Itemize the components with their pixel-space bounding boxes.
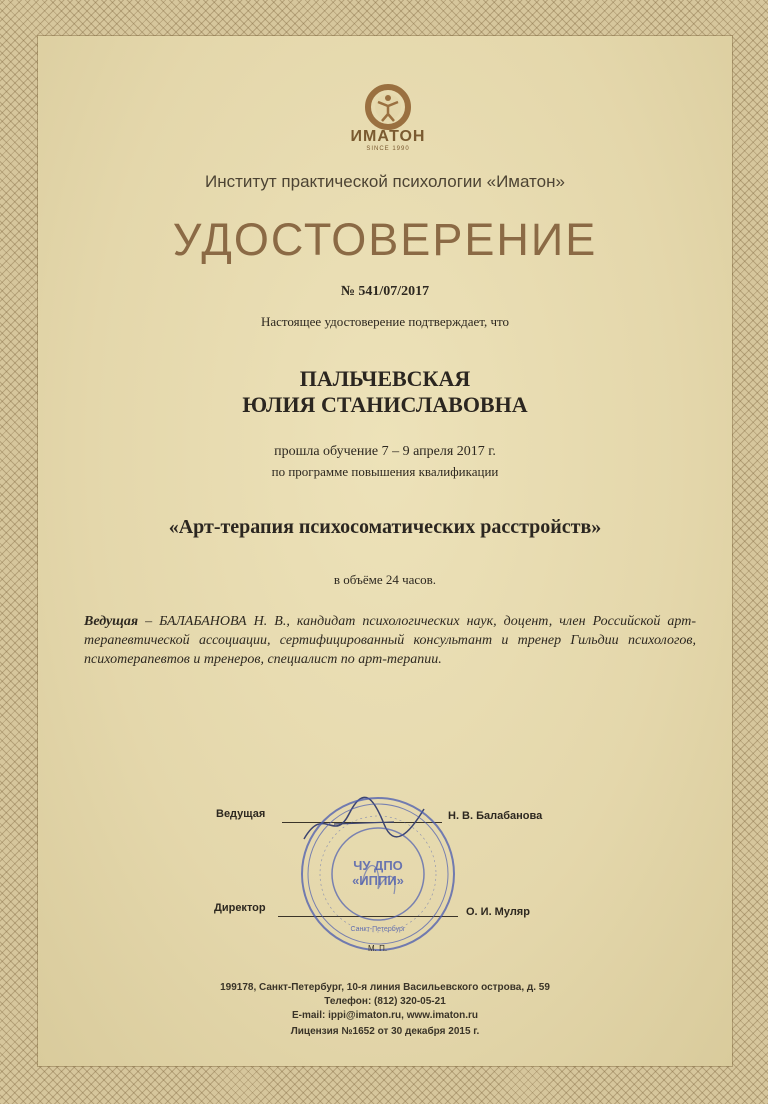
imaton-logo-icon	[365, 84, 411, 130]
lead-description	[84, 612, 696, 669]
lead-signature-name: Н. В. Балабанова	[448, 810, 543, 822]
lead-signature-label: Ведущая	[216, 808, 266, 820]
stamp-center-line2: «ИППИ»	[352, 873, 404, 888]
logo-since: SINCE 1990	[366, 146, 410, 152]
certificate-page	[38, 36, 732, 1066]
imaton-logo	[348, 84, 428, 184]
course-hours: в объёме 24 часов.	[333, 572, 437, 587]
document-title: УДОСТОВЕРЕНИЕ	[172, 214, 598, 265]
recipient-given-names: ЮЛИЯ СТАНИСЛАВОВНА	[242, 392, 528, 417]
certificate-number: № 541/07/2017	[340, 284, 430, 299]
institute-name: Институт практической психологии «Иматон»	[205, 172, 565, 191]
stamp-center-line1: ЧУ ДПО	[353, 858, 403, 873]
recipient-surname: ПАЛЬЧЕВСКАЯ	[299, 366, 471, 391]
footer-email: E-mail: ippi@imaton.ru, www.imaton.ru	[291, 1010, 479, 1021]
training-program: по программе повышения квалификации	[271, 464, 499, 479]
director-signature-name: О. И. Муляр	[466, 906, 530, 918]
lead-label: Ведущая	[84, 614, 139, 629]
lead-text: – БАЛАБАНОВА Н. В., кандидат психологических наук, доцент, член Российской арт-терапевтической ассоциации, сертифицированный консультант и тренер Гильдии психологов, психотерапевтов и тренеров, специалист по арт-терапии.	[84, 614, 696, 667]
confirm-text: Настоящее удостоверение подтверждает, что	[260, 314, 509, 329]
footer-address: 199178, Санкт-Петербург, 10-я линия Васильевского острова, д. 59	[220, 982, 550, 993]
director-signature-label: Директор	[214, 902, 266, 914]
stamp-mark: М. П.	[368, 944, 388, 953]
official-stamp	[298, 794, 458, 954]
training-dates: прошла обучение 7 – 9 апреля 2017 г.	[274, 444, 496, 459]
stamp-city: Санкт-Петербург	[350, 926, 406, 933]
course-title: «Арт-терапия психосоматических расстройств»	[168, 516, 602, 538]
footer-phone: Телефон: (812) 320-05-21	[324, 996, 446, 1007]
logo-brand: ИМАТОН	[350, 128, 426, 145]
footer-license: Лицензия №1652 от 30 декабря 2015 г.	[290, 1026, 480, 1037]
